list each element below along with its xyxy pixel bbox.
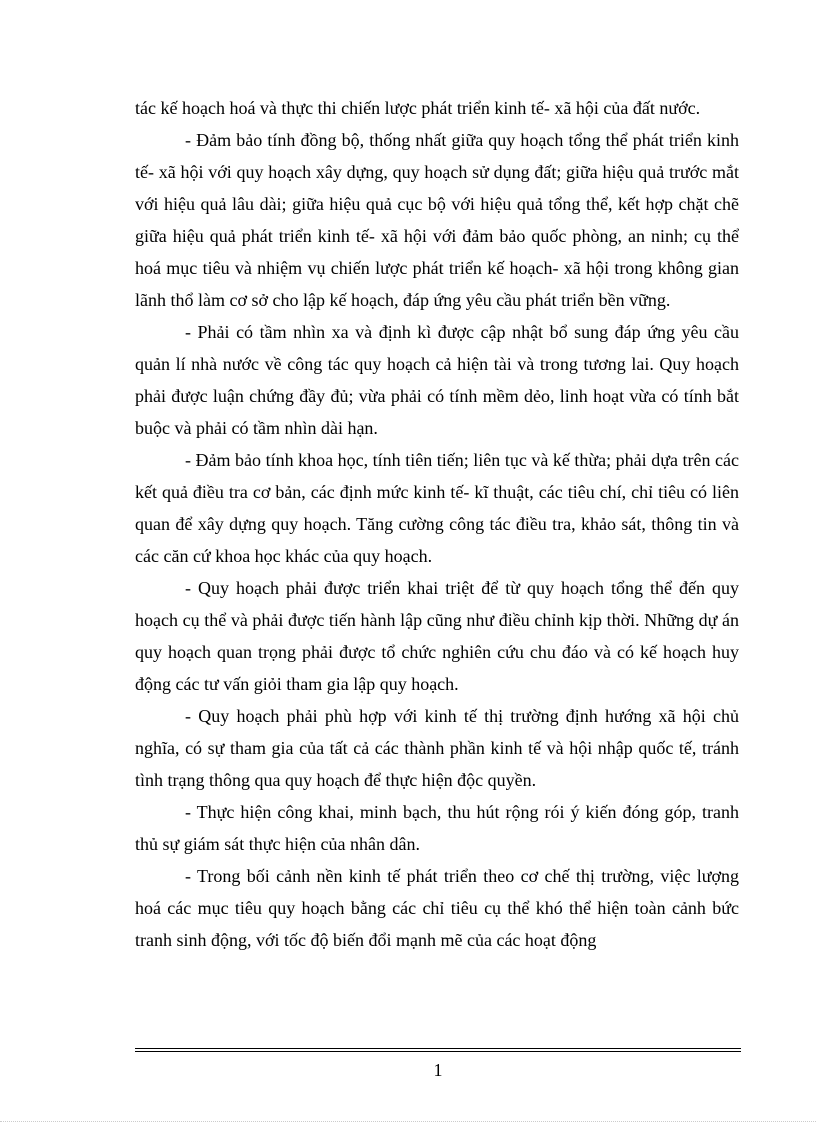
page-number: 1 (433, 1060, 443, 1080)
paragraph-synchronization: - Đảm bảo tính đồng bộ, thống nhất giữa quy hoạch tổng thể phát triển kinh tế- xã hội với quy hoạch xây dựng, quy hoạch sử dụng đất; giữa hiệu quả trước mắt với hiệu quả lâu dài; giữa hiệu quả cục bộ với hiệu quả tổng thể, kết hợp chặt chẽ giữa hiệu quả phát triển kinh tế- xã hội với đảm bảo quốc phòng, an ninh; cụ thể hoá mục tiêu và nhiệm vụ chiến lược phát triển kế hoạch- xã hội trong không gian lãnh thổ làm cơ sở cho lập kế hoạch, đáp ứng yêu cầu phát triển bền vững. (135, 130, 739, 310)
paragraph-long-term-vision: - Phải có tầm nhìn xa và định kì được cập nhật bổ sung đáp ứng yêu cầu quản lí nhà nước về công tác quy hoạch cả hiện tài và trong tương lai. Quy hoạch phải được luận chứng đầy đủ; vừa phải có tính mềm dẻo, linh hoạt vừa có tính bắt buộc và phải có tầm nhìn dài hạn. (135, 322, 739, 438)
paragraph-implementation: - Quy hoạch phải được triển khai triệt để từ quy hoạch tổng thể đến quy hoạch cụ thể và phải được tiến hành lập cũng như điều chỉnh kịp thời. Những dự án quy hoạch quan trọng phải được tổ chức nghiên cứu chu đáo và có kế hoạch huy động các tư vấn giỏi tham gia lập quy hoạch. (135, 578, 739, 694)
paragraph-market-economy: - Quy hoạch phải phù hợp với kinh tế thị trường định hướng xã hội chủ nghĩa, có sự tham gia của tất cả các thành phần kinh tế và hội nhập quốc tế, tránh tình trạng thông qua quy hoạch để thực hiện độc quyền. (135, 706, 739, 790)
page-body (135, 92, 739, 956)
paragraph-market-context: - Trong bối cảnh nền kinh tế phát triển theo cơ chế thị trường, việc lượng hoá các mục tiêu quy hoạch bằng các chỉ tiêu cụ thể khó thể hiện toàn cảnh bức tranh sinh động, với tốc độ biến đổi mạnh mẽ của các hoạt động (135, 866, 739, 950)
paragraph-transparency: - Thực hiện công khai, minh bạch, thu hút rộng rói ý kiến đóng góp, tranh thủ sự giám sát thực hiện của nhân dân. (135, 802, 739, 854)
paragraph-continuation: tác kế hoạch hoá và thực thi chiến lược phát triển kinh tế- xã hội của đất nước. (135, 98, 701, 118)
footer-divider (135, 1048, 741, 1052)
paragraph-scientific-basis: - Đảm bảo tính khoa học, tính tiên tiến; liên tục và kế thừa; phải dựa trên các kết quả điều tra cơ bản, các định mức kinh tế- kĩ thuật, các tiêu chí, chỉ tiêu có liên quan để xây dựng quy hoạch. Tăng cường công tác điều tra, khảo sát, thông tin và các căn cứ khoa học khác của quy hoạch. (135, 450, 739, 566)
page-boundary (0, 1121, 816, 1122)
